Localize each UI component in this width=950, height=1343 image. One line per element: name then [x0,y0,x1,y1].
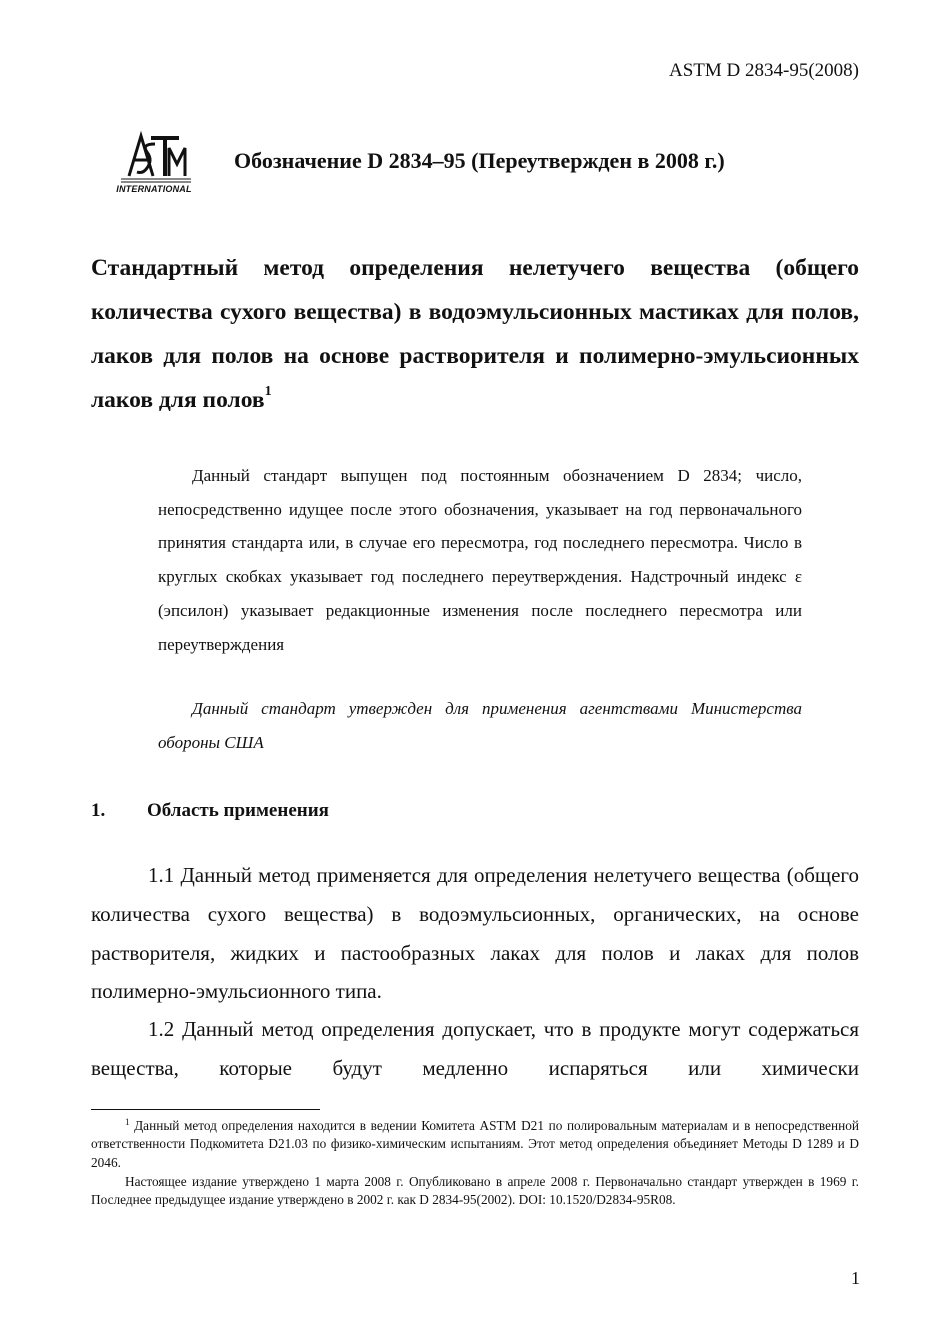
section-heading [91,800,329,822]
footnote-1 [91,1117,859,1172]
section-title: Область применения [147,800,329,821]
document-title-text: Стандартный метод определения нелетучего вещества (общего количества сухого вещества) в водоэмульсионных мастиках для полов, лаков для полов на основе растворителя и полимерно-эмульсионных лаков для полов [91,255,859,413]
document-title [91,246,859,422]
paragraph-1-1: 1.1 Данный метод применяется для определения нелетучего вещества (общего количества сухого вещества) в водоэмульсионных, органических, на основе растворителя, жидких и пастообразных лаках для полов и лаках для полов полимерно-эмульсионного типа. [91,863,859,1004]
footnote-edition: Настоящее издание утверждено 1 марта 2008 г. Опубликовано в апреле 2008 г. Первоначально стандарт утвержден в 1969 г. Последнее предыдущее издание утверждено в 2002 г. как D 2834-95(2002). DOI: 10.1520/D2834-95R08. [91,1174,859,1208]
paragraph-1-2: 1.2 Данный метод определения допускает, что в продукте могут содержаться вещества, которые будут медленно испаряться или химически [91,1017,859,1080]
astm-international-logo [111,130,197,198]
footnote-1-text: Данный метод определения находится в ведении Комитета ASTM D21 по полировальным материалам и в непосредственной ответственности Подкомитета D21.03 по физико-химическим испытаниям. Этот метод определения объединяет Методы D 1289 и D 2046. [91,1118,859,1170]
standard-notice: Данный стандарт выпущен под постоянным обозначением D 2834; число, непосредственно идущее после этого обозначения, указывает на год первоначального принятия стандарта или, в случае его пересмотра, год последнего пересмотра. Число в круглых скобках указывает год последнего переутверждения. Надстрочный индекс ε (эпсилон) указывает редакционные изменения после последнего пересмотра или переутверждения [158,466,802,654]
running-header-standard-code: ASTM D 2834-95(2008) [669,60,859,81]
title-footnote-ref[interactable]: 1 [264,384,272,399]
designation-heading: Обозначение D 2834–95 (Переутвержден в 2008 г.) [234,148,725,173]
dod-approval-notice: Данный стандарт утвержден для применения агентствами Министерства обороны США [158,699,802,752]
logo-wordmark: INTERNATIONAL [116,184,192,194]
page-number: 1 [851,1268,860,1288]
section-number: 1. [91,800,106,821]
footnote-separator [91,1109,320,1110]
astm-logo-mark [111,130,197,186]
footnote-marker: 1 [125,1117,130,1127]
